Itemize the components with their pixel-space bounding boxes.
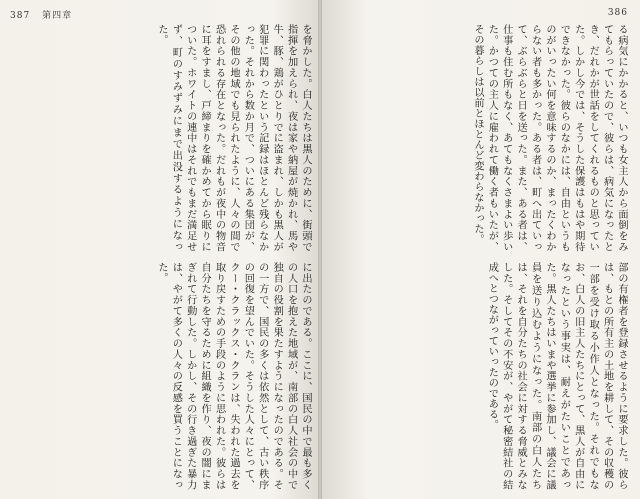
left-page-upper-text: を脅かした。白人たちは黒人のために、街頭で指揮を加えられ、夜は家や納屋が焼かれ、馬や牛、豚、鶏がひとりでに盗まれ、しかも黒人が犯罪に関わったという記録はほとんど残らなかった。それから数か月で、ついにある集団が、その他の地域でも見られたように、人々の間で恐れられる存在となった。だれもが夜中の物音に耳をすまし、戸締まりを確かめてから眠りについた。ホワイトの連中はそれでもまだ満足せず、町のすみずみにまで出没するようになった。 — [155, 24, 311, 252]
right-page-lower-text: 部の有権者を登録させるように要求した。彼らは、もとの所有主の土地を耕して、その収穫の一部を受け取る小作人となった。それでもなお、白人の旧主人たちにとって、黒人が自由になったという事実は、耐えがたいことであった。黒人たちはいまや選挙に参加し、議会に議員を送り込むようになった。南部の白人たちは、それを自分たちの社会に対する脅威とみなした。そしてその不安が、やがて秘密結社の結成へとつながっていったのである。 — [486, 262, 627, 490]
left-page-lower-text: に出たのである。ここに、国民の中で最も多くの人口を抱えた地域が、南部の白人社会の中で独自の役割を果たすようになったのである。その一方で、国民の多くは依然として、古い秩序の回復を望んでいた。そうした人々にとって、クー・クラックス・クランは、失われた過去を取り戻すための手段のように思われた。彼らは自分たちを守るために組織を作り、夜の闇にまぎれて行動した。しかし、その行き過ぎた暴力は、やがて多くの人々の反感を買うことになった。 — [155, 262, 311, 490]
right-page — [320, 0, 640, 499]
right-page-header — [600, 8, 628, 18]
right-page-upper-text: る病気にかかると、いつも女主人から面倒をみてもらっていたので、彼らは、病気になったとき、だれかが世話をしてくれるものと思っていた。しかし今では、そうした保護はもはや期待できなかった。彼らのなかには、自由というものがいったい何を意味するのか、まったくわからない者も多かった。ある者は、町へ出ていって、ぶらぶらと日を送った。また、ある者は、仕事も住む所もなく、あてもなくさまよい歩いた。かつての主人に雇われて働く者もいたが、その暮らしは以前とほとんど変わらなかった。 — [471, 24, 627, 252]
left-page-header — [10, 8, 72, 21]
left-page-number: 387 — [10, 11, 31, 21]
book-gutter — [318, 0, 322, 499]
right-page-number: 386 — [607, 8, 628, 18]
chapter-title: 第四章 — [42, 11, 73, 21]
